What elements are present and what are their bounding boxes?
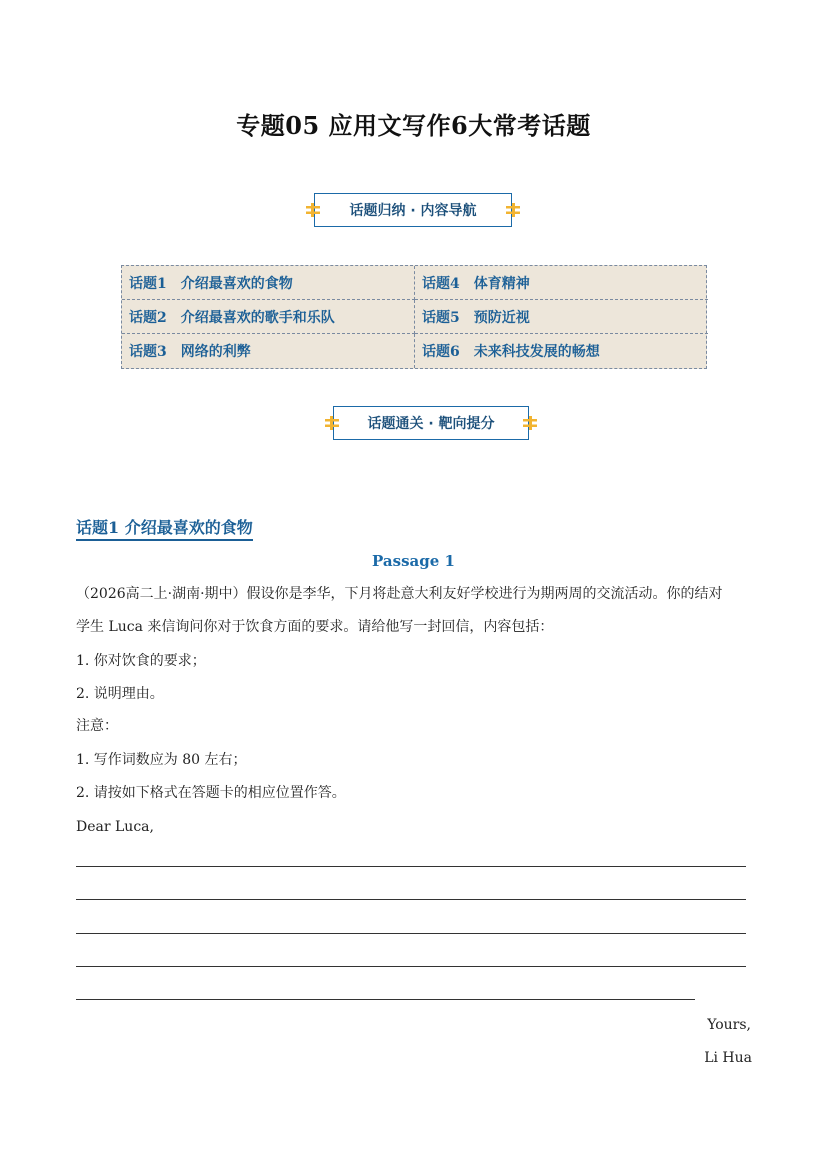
nav-item-label: 介绍最喜欢的歌手和乐队 bbox=[180, 309, 335, 326]
topic-nav-table bbox=[121, 265, 707, 369]
prompt-line-2: 学生 Luca 来信询问你对于饮食方面的要求。请给他写一封回信，内容包括： bbox=[76, 619, 554, 635]
banner-decoration-icon bbox=[325, 416, 339, 430]
nav-item-number: 话题3 bbox=[129, 344, 167, 360]
answer-line bbox=[76, 966, 746, 967]
page-title: 专题05 应用文写作6大常考话题 bbox=[236, 111, 591, 140]
letter-salutation: Dear Luca, bbox=[76, 819, 154, 835]
nav-item-topic-5[interactable] bbox=[415, 300, 708, 334]
banner-label: 话题归纳 · 内容导航 bbox=[349, 203, 477, 219]
nav-item-number: 话题4 bbox=[422, 275, 460, 292]
nav-item-label: 体育精神 bbox=[473, 275, 530, 292]
banner-label: 话题通关 · 靶向提分 bbox=[367, 416, 495, 432]
nav-item-topic-3[interactable] bbox=[122, 334, 415, 368]
nav-item-number: 话题2 bbox=[129, 309, 167, 326]
nav-item-topic-2[interactable] bbox=[122, 300, 415, 334]
topic-practice-banner bbox=[333, 406, 529, 440]
nav-item-number: 话题5 bbox=[422, 309, 460, 326]
prompt-line-1: （2026高二上·湖南·期中）假设你是李华，下月将赴意大利友好学校进行为期两周的交流活动。你的结对 bbox=[76, 586, 723, 602]
requirement-item-2: 2. 说明理由。 bbox=[76, 686, 164, 702]
topic-nav-banner bbox=[314, 193, 512, 227]
banner-decoration-icon bbox=[306, 203, 320, 217]
nav-item-number: 话题6 bbox=[422, 344, 460, 360]
answer-line bbox=[76, 866, 746, 867]
nav-item-label: 网络的利弊 bbox=[180, 344, 251, 360]
nav-item-label: 预防近视 bbox=[473, 309, 530, 326]
nav-item-topic-6[interactable] bbox=[415, 334, 708, 368]
nav-item-number: 话题1 bbox=[129, 275, 167, 292]
nav-item-label: 介绍最喜欢的食物 bbox=[180, 275, 293, 292]
answer-line bbox=[76, 999, 695, 1000]
section-heading-topic-1[interactable]: 话题1 介绍最喜欢的食物 bbox=[76, 518, 253, 541]
letter-signature: Li Hua bbox=[704, 1050, 752, 1066]
note-item-1: 1. 写作词数应为 80 左右； bbox=[76, 752, 247, 768]
passage-title: Passage 1 bbox=[372, 552, 455, 570]
banner-decoration-icon bbox=[523, 416, 537, 430]
nav-item-topic-1[interactable] bbox=[122, 266, 415, 300]
letter-closing: Yours, bbox=[707, 1017, 751, 1033]
answer-line bbox=[76, 933, 746, 934]
answer-line bbox=[76, 899, 746, 900]
note-label: 注意： bbox=[76, 718, 118, 734]
note-item-2: 2. 请按如下格式在答题卡的相应位置作答。 bbox=[76, 785, 346, 801]
nav-item-label: 未来科技发展的畅想 bbox=[473, 344, 600, 360]
nav-item-topic-4[interactable] bbox=[415, 266, 708, 300]
requirement-item-1: 1. 你对饮食的要求； bbox=[76, 653, 206, 669]
banner-decoration-icon bbox=[506, 203, 520, 217]
